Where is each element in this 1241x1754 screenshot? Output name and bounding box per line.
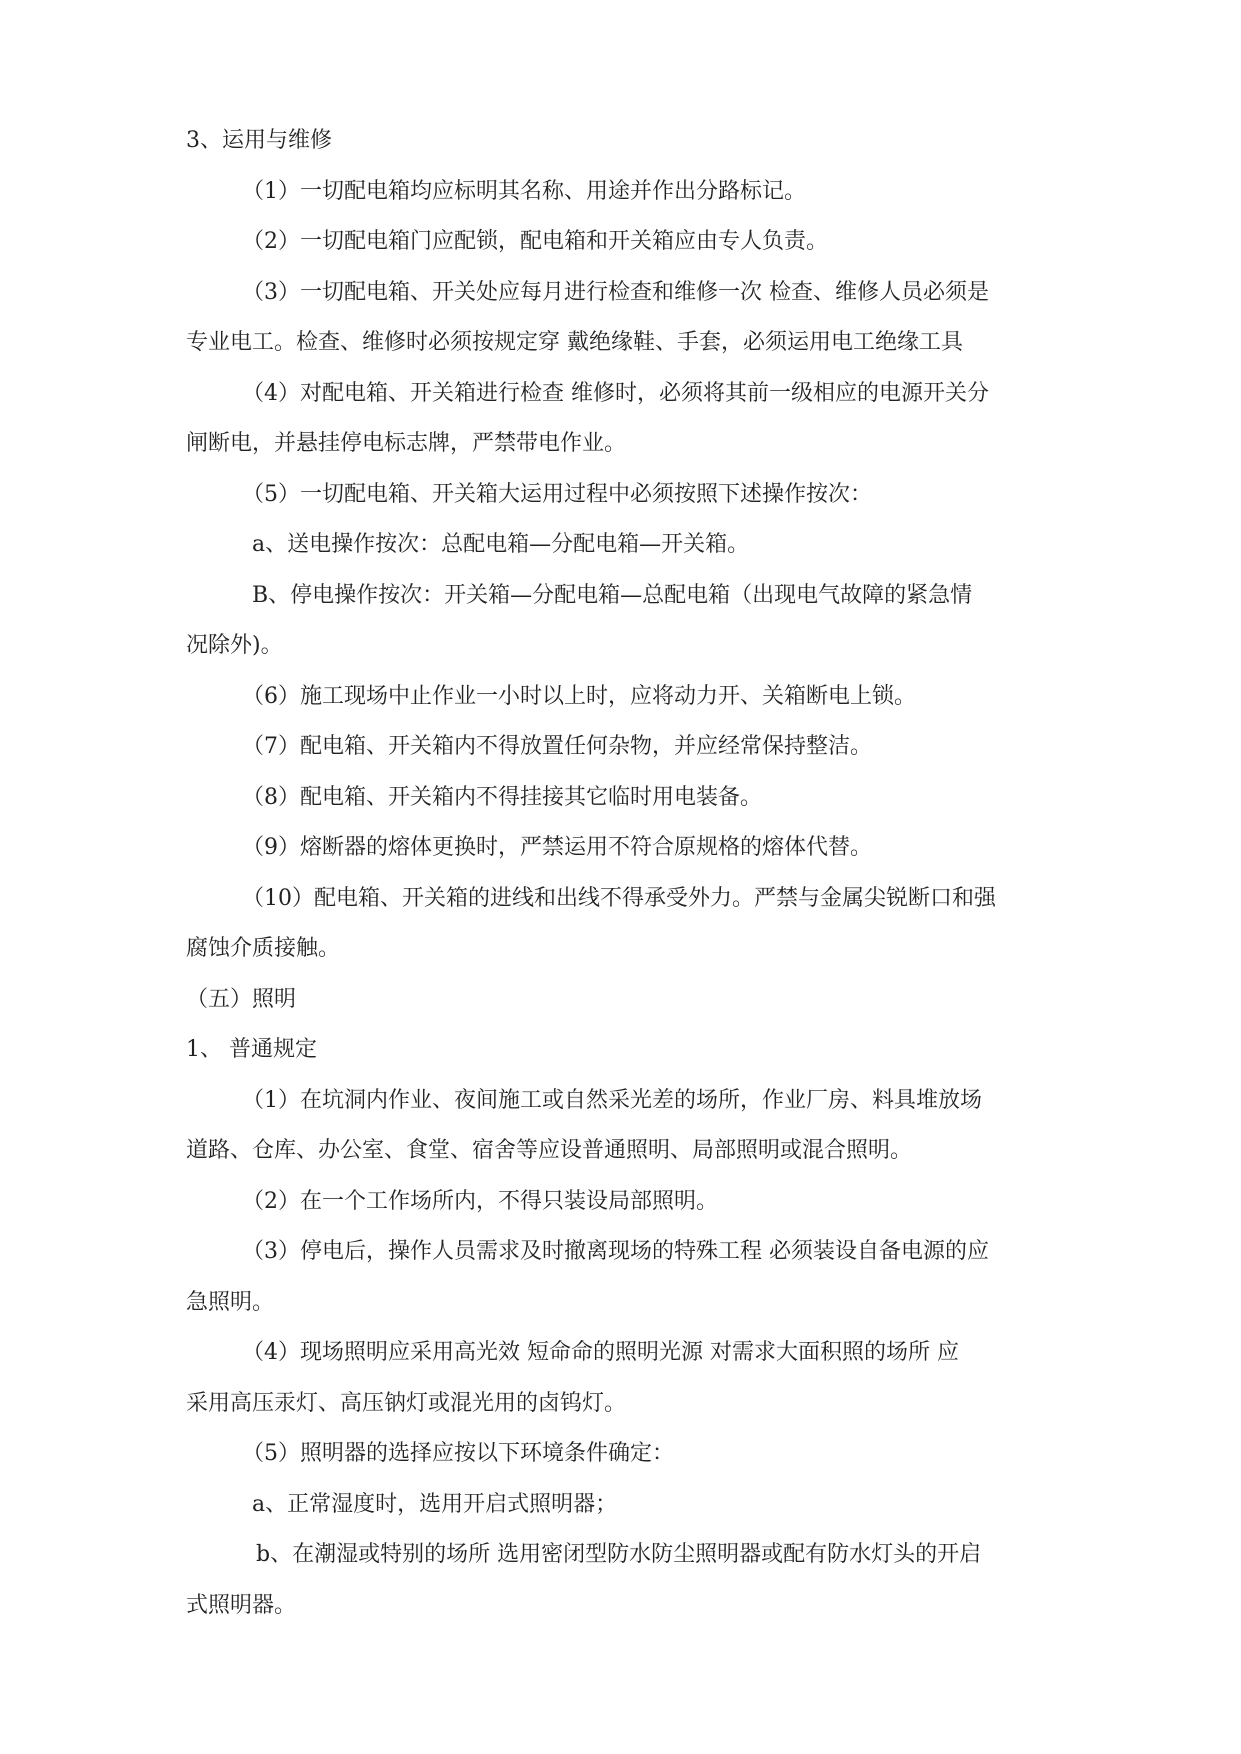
text-line: （五）照明: [186, 986, 297, 1012]
text-line: 式照明器。: [186, 1592, 297, 1618]
text-line: 3、运用与维修: [186, 128, 332, 153]
text-line: （1）一切配电箱均应标明其名称、用途并作出分路标记。: [242, 178, 806, 204]
text-line: （4）对配电箱、开关箱进行检查 维修时，必须将其前一级相应的电源开关分: [242, 380, 989, 406]
text-line: a、正常湿度时，选用开启式照明器；: [252, 1491, 618, 1517]
text-line: （7）配电箱、开关箱内不得放置任何杂物，并应经常保持整洁。: [242, 734, 872, 759]
text-line: 专业电工。检查、维修时必须按规定穿 戴绝缘鞋、手套，必须运用电工绝缘工具: [186, 330, 963, 355]
text-line: 1、 普通规定: [186, 1037, 317, 1062]
text-line: （2）一切配电箱门应配锁，配电箱和开关箱应由专人负责。: [242, 229, 828, 254]
document-body: [186, 116, 1076, 1631]
text-line: b、在潮湿或特别的场所 选用密闭型防水防尘照明器或配有防水灯头的开启: [256, 1542, 982, 1567]
text-line: 急照明。: [186, 1289, 275, 1315]
text-line: a、送电操作按次：总配电箱—分配电箱—开关箱。: [252, 532, 750, 557]
text-line: （8）配电箱、开关箱内不得挂接其它临时用电装备。: [242, 784, 762, 810]
text-line: （3）停电后，操作人员需求及时撤离现场的特殊工程 必须装设自备电源的应: [242, 1239, 989, 1264]
text-line: （1）在坑洞内作业、夜间施工或自然采光差的场所，作业厂房、料具堆放场: [242, 1087, 982, 1113]
text-line: （3）一切配电箱、开关处应每月进行检查和维修一次 检查、维修人员必须是: [242, 279, 989, 305]
text-line: B、停电操作按次：开关箱—分配电箱—总配电箱（出现电气故障的紧急情: [252, 582, 973, 608]
text-line: （5）一切配电箱、开关箱大运用过程中必须按照下述操作按次：: [242, 481, 872, 507]
text-line: （4）现场照明应采用高光效 短命命的照明光源 对需求大面积照的场所 应: [242, 1340, 959, 1365]
text-line: 腐蚀介质接触。: [186, 936, 341, 961]
text-line: （2）在一个工作场所内，不得只装设局部照明。: [242, 1188, 718, 1214]
text-line: （10）配电箱、开关箱的进线和出线不得承受外力。严禁与金属尖锐断口和强: [242, 885, 996, 911]
text-line: 采用高压汞灯、高压钠灯或混光用的卤钨灯。: [186, 1390, 627, 1416]
text-line: （9）熔断器的熔体更换时，严禁运用不符合原规格的熔体代替。: [242, 835, 872, 860]
text-line: 道路、仓库、办公室、食堂、宿舍等应设普通照明、局部照明或混合照明。: [186, 1138, 913, 1163]
text-line: 况除外)。: [186, 633, 283, 658]
text-line: （5）照明器的选择应按以下环境条件确定：: [242, 1441, 674, 1466]
text-line: 闸断电，并悬挂停电标志牌，严禁带电作业。: [186, 431, 627, 456]
text-line: （6）施工现场中止作业一小时以上时，应将动力开、关箱断电上锁。: [242, 683, 916, 709]
